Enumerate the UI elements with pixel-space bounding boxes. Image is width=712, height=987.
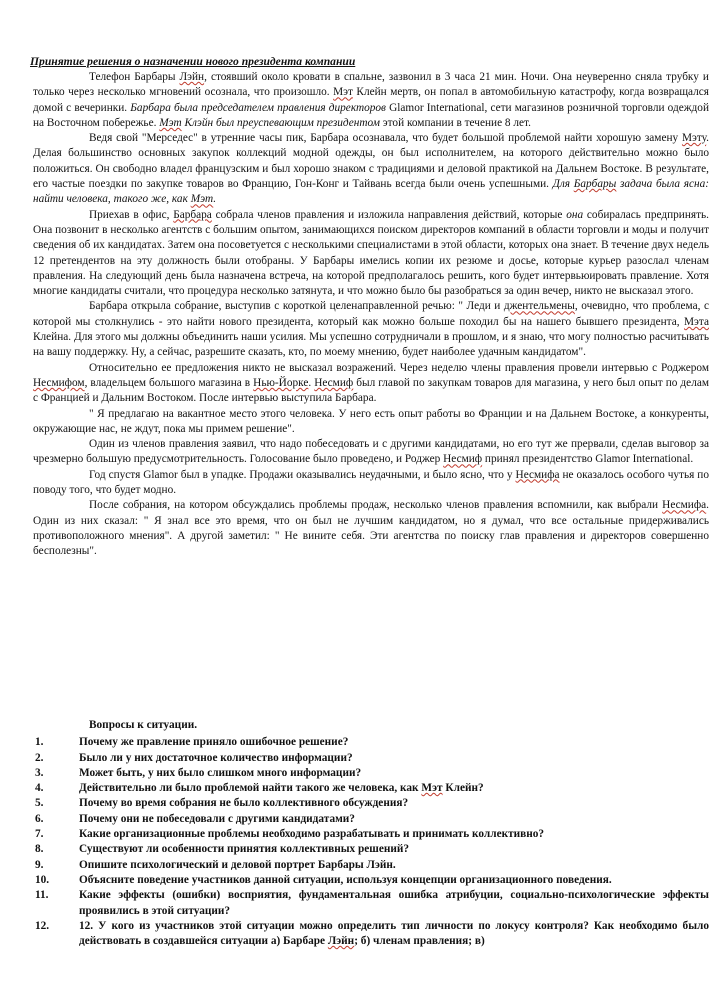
question-number: 9. <box>35 858 44 871</box>
question-number: 12. <box>35 919 50 932</box>
text-run: Один из членов правления заявил, что надо побеседовать и с другими кандидатами, но его тут же прервали, сделав выговор за чрезмерно большую предусмотрительность. Голосование было проведено, и Роджер <box>33 438 709 466</box>
question-text <box>79 919 709 950</box>
text-run: Телефон Барбары <box>89 71 180 83</box>
text-run: , очевидно, что проблема, с которой мы столкнулись - это найти нового президента, который как можно больше походил бы на нашего бывшего президента, <box>33 300 709 328</box>
text-run: Барбара была председателем правления директоров <box>130 101 386 114</box>
body-paragraph <box>33 468 709 499</box>
text-run: Действительно ли было проблемой найти такого же человека, как <box>79 782 422 795</box>
text-run: . <box>213 193 217 206</box>
text-run: задача была ясна: найти человека, такого же, как <box>33 178 709 206</box>
text-run: Клейн мертв, он попал в автомобильную катастрофу, когда возвращался домой с вечеринки. <box>33 86 710 114</box>
text-run: . <box>308 376 315 389</box>
text-run: Барбары <box>573 178 617 191</box>
text-run: Ведя свой "Мерседес" в утренние часы пик, Барбара осознавала, что будет большой проблемой найти хорошую замену <box>89 132 682 145</box>
text-run: Несмифа <box>515 468 560 481</box>
text-run: она <box>566 208 584 221</box>
body-paragraph <box>33 498 709 559</box>
text-run: ; б) членам правления; в) <box>354 935 485 948</box>
question-item <box>33 796 709 811</box>
body-paragraph <box>33 437 709 468</box>
question-number: 1. <box>35 736 44 749</box>
text-run: Мэт <box>159 116 182 129</box>
text-run: Приехав в офис, <box>89 208 174 221</box>
text-run: . Один из них сказал: " Я знал все это время, что он был не лучшим кандидатом, но я думал, что все остальные придерживались противоположного мнения". А другой заметил: " Не вините себя. Эти агентства по поиску глав правления и директоров совершенно бесполезны". <box>33 499 709 558</box>
text-run: Почему во время собрания не было коллективного обсуждения? <box>79 797 409 810</box>
text-run: Мэт <box>333 86 353 99</box>
text-run: Лэйн <box>179 71 205 83</box>
text-run: , владельцем большого магазина в <box>84 376 254 389</box>
question-text <box>79 751 709 766</box>
text-run: был главой по закупкам товаров для магазина, у него был опыт по делам с Францией и Дальним Востоком. После интервью выступила Барбара. <box>33 376 709 405</box>
question-number: 7. <box>35 828 44 841</box>
question-number: 11. <box>35 889 49 902</box>
text-run: Мэта <box>684 315 709 328</box>
text-run: Несмиф <box>443 453 483 466</box>
text-run: Мэту <box>681 132 707 145</box>
question-number: 4. <box>35 782 44 795</box>
text-run: Мэт <box>421 782 443 795</box>
text-run: 12. У кого из участников этой ситуации можно определить тип личности по локусу контроля? Как необходимо было действовать в создавшейся ситуации а) Барбаре <box>79 919 709 948</box>
question-item <box>33 781 709 796</box>
text-run: " Я предлагаю на вакантное место этого человека. У него есть опыт работы во Франции и на Дальнем Востоке, а конкуренты, окружающие нас, не ждут, пока мы примем решение". <box>33 407 709 435</box>
question-text <box>79 766 709 781</box>
text-run: Может быть, у них было слишком много информации? <box>79 766 362 779</box>
text-run: , стоявший около кровати в спальне, зазвонил в 3 часа 21 мин. Ночи. Она неуверенно сняла трубку и только через несколько мгновений осознала, что произошло. <box>33 71 709 99</box>
text-run: Опишите психологический и деловой портрет Барбары Лэйн. <box>79 858 396 871</box>
question-text <box>79 842 709 857</box>
text-run: Объясните поведение участников данной ситуации, используя концепции организационного поведения. <box>79 873 612 886</box>
question-number: 10. <box>35 873 50 886</box>
text-run: Было ли у них достаточное количество информации? <box>79 751 353 764</box>
questions-list <box>33 735 709 949</box>
text-run: Барбара открыла собрание, выступив с короткой целенаправленной речью: " Леди и <box>89 300 504 313</box>
text-run: Барбара <box>173 208 212 221</box>
text-run: Клейна. Для этого мы должны объединить наши усилия. Мы успешно сотрудничали в прошлом, и я знаю, что могу полностью расчитывать на вашу поддержку. Ну, а сейчас, разрешите сказать, кто, по моему мнению, будет наиболее удачным кандидатом". <box>33 331 709 359</box>
text-run: принял президентство Glamor International. <box>482 453 694 466</box>
text-run: этой компании в течение 8 лет. <box>379 116 531 129</box>
text-run: После собрания, на котором обсуждались проблемы продаж, несколько членов правления вспомнили, как выбрали <box>89 499 663 512</box>
text-run: Какие организационные проблемы необходимо разрабатывать и принимать коллективно? <box>79 828 545 841</box>
text-run: Почему они не побеседовали с другими кандидатами? <box>79 812 355 825</box>
text-run: Несмифом <box>33 376 85 389</box>
question-text <box>79 873 709 888</box>
body-paragraph <box>33 407 709 438</box>
document-title: Принятие решения о назначении нового президента компании <box>30 55 356 68</box>
question-item <box>33 751 709 766</box>
text-run: Лэйн <box>327 935 355 948</box>
question-text <box>79 888 709 919</box>
text-run: Нью-Йорке <box>253 376 309 389</box>
questions-section <box>33 718 709 949</box>
text-run: Какие эффекты (ошибки) восприятия, фундаментальная ошибка атрибуции, социально-психологические эффекты проявились в этой ситуации? <box>79 889 709 917</box>
document-body <box>33 70 709 560</box>
question-item <box>33 827 709 842</box>
text-run: собиралась предпринять. Она позвонит в несколько агентств с большим опытом, занимающихся поиском директоров компаний в области торговли и моды и получит сведения об их кандидатах. Затем она посоветуется с несколькими специалистами в этой области, которых она знает. В течение двух недель 12 претендентов на эту должность были отобраны. У Барбары имелись копии их резюме и досье, которые курьер разослал членам правления. На следующий день была назначена встреча, на которой предполагалось решить, кого будет интервьюировать правление. Хотя многие кандидаты считали, что процедура несколько затянута, и что можно было бы разобраться за один вечер, никто не высказал этого. <box>33 208 710 298</box>
text-run: Для <box>552 178 574 191</box>
question-text <box>79 858 709 873</box>
body-paragraph <box>33 208 709 300</box>
text-run: собрала членов правления и изложила направления действий, которые <box>211 208 567 221</box>
question-item <box>33 919 709 950</box>
text-run: Клэйн был преуспевающим президентом <box>181 116 380 129</box>
question-item <box>33 812 709 827</box>
question-item <box>33 873 709 888</box>
questions-heading: Вопросы к ситуации. <box>89 719 198 731</box>
question-text <box>79 781 709 796</box>
question-text <box>79 827 709 842</box>
question-text <box>79 812 709 827</box>
text-run: не оказалось особого чутья по поводу того, что будет модно. <box>33 468 709 497</box>
question-item <box>33 888 709 919</box>
question-item <box>33 735 709 750</box>
body-paragraph <box>33 70 709 131</box>
question-number: 2. <box>35 751 44 764</box>
body-paragraph <box>33 361 709 407</box>
text-run: . Делая большинство основных закупок коллекций модной одежды, он был исполнителем, на которого действительно можно было положиться. Он свободно владел французским и был хорошо знаком с традициями и деловой практикой на Дальнем Востоке. В результате, его частые поездки по закупке товаров во Францию, Гон-Конг и Тайвань всегда были очень успешными. <box>33 132 709 191</box>
text-run: Несмиф <box>314 376 354 389</box>
question-number: 5. <box>35 797 44 810</box>
question-item <box>33 766 709 781</box>
question-number: 6. <box>35 812 44 825</box>
text-run: Glamor International, сети магазинов розничной торговли одеждой на Восточном побережье. <box>33 101 709 129</box>
text-run: Мэт <box>190 193 214 206</box>
question-text <box>79 796 709 811</box>
question-item <box>33 842 709 857</box>
question-number: 3. <box>35 766 44 779</box>
question-item <box>33 858 709 873</box>
text-run: Год спустя Glamor был в упадке. Продажи оказывались неудачными, и было ясно, что у <box>89 468 516 481</box>
question-text <box>79 735 709 750</box>
text-run: Относительно ее предложения никто не высказал возражений. Через неделю члены правления провели интервью с Роджером <box>89 361 709 374</box>
text-run: Несмифа <box>662 499 707 512</box>
text-run: джентельмены <box>503 300 575 313</box>
text-run: Клейн? <box>442 782 484 795</box>
text-run: Существуют ли особенности принятия коллективных решений? <box>79 843 410 856</box>
text-run: Почему же правление приняло ошибочное решение? <box>79 736 349 749</box>
question-number: 8. <box>35 843 44 856</box>
body-paragraph <box>33 299 709 360</box>
body-paragraph <box>33 131 709 207</box>
